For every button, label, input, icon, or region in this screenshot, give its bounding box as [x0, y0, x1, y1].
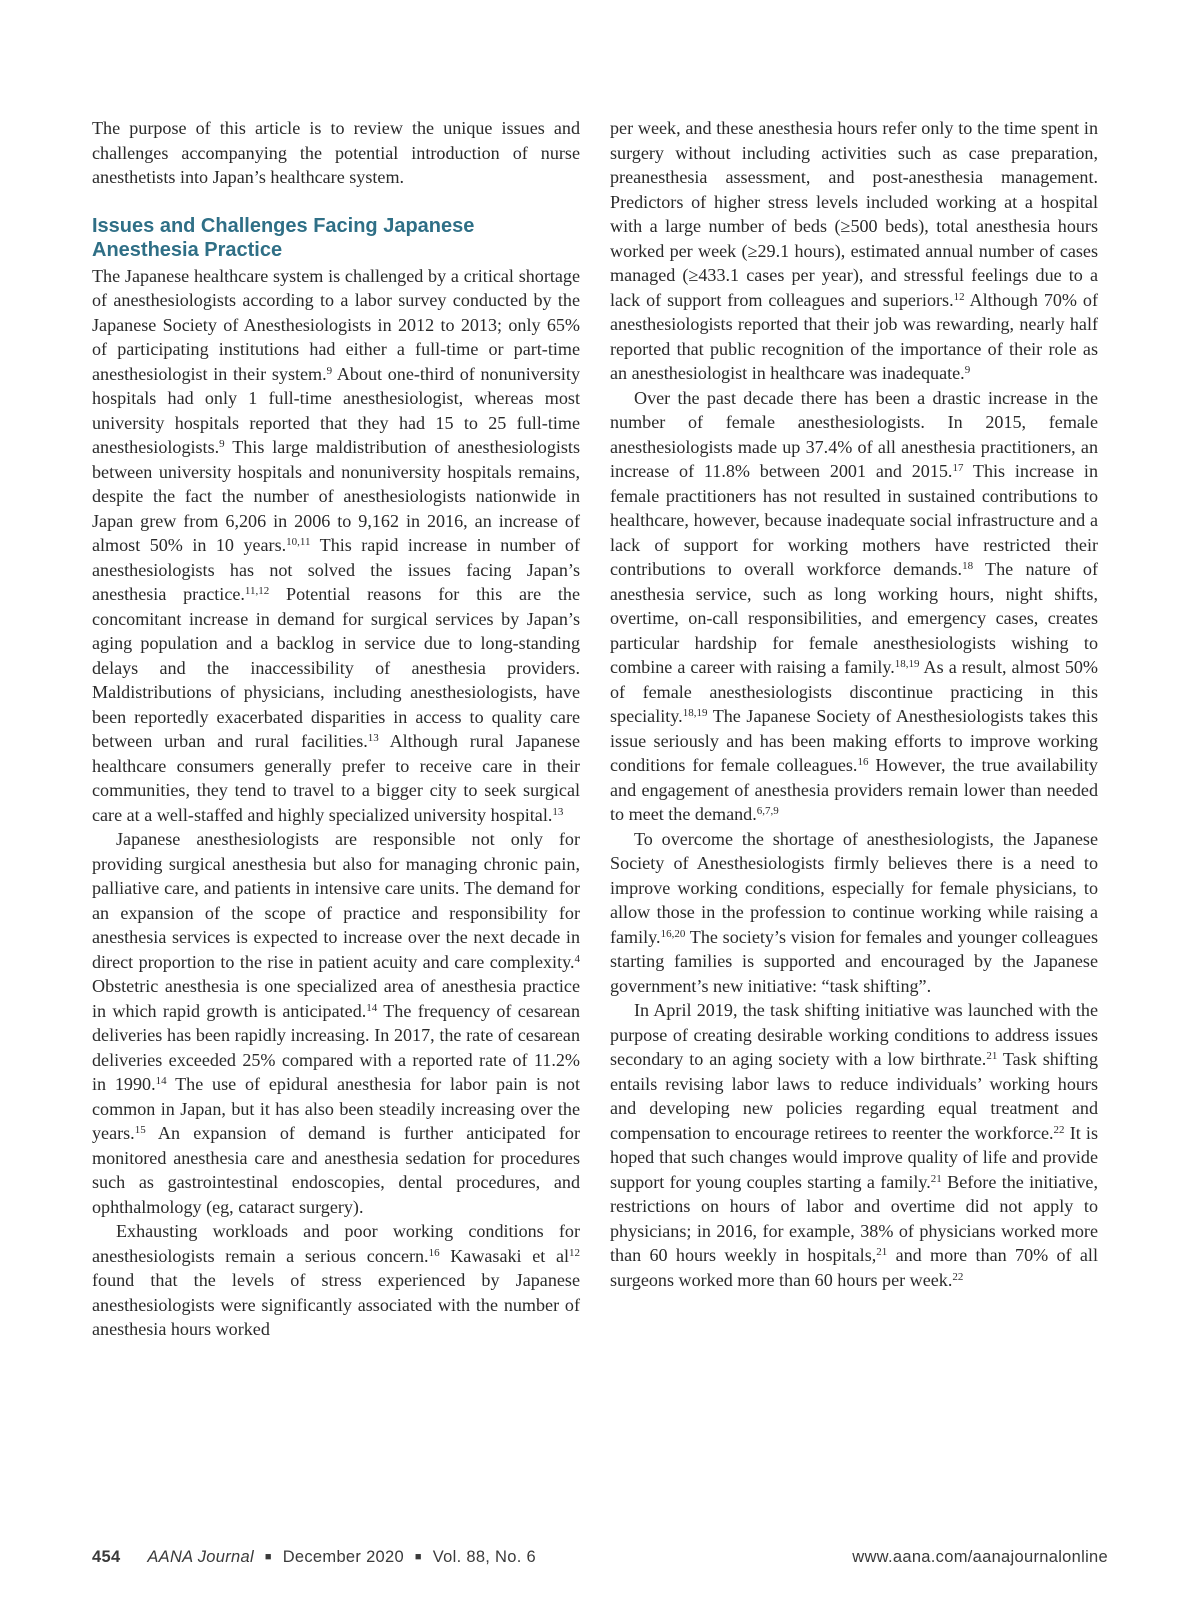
citation-ref: 12 [569, 1246, 581, 1259]
citation-ref: 11,12 [244, 585, 270, 597]
journal-url[interactable]: www.aana.com/aanajournalonline [852, 1548, 1108, 1566]
citation-ref: 12 [953, 290, 965, 303]
citation-ref: 22 [1053, 1123, 1065, 1136]
citation-ref: 16 [857, 756, 869, 768]
body-paragraph: The Japanese healthcare system is challenged by a critical shortage of anesthesiologists according to a labor survey conducted by the Japanese Society of Anesthesiologists in 2012 to 2013; only 65% of participating institutions had either a full-time or part-time anesthesiologist in their system.$^9$ About one-third of nonuniversity hospitals had only 1 full-time anesthesiologist, whereas most university hospitals reported that they had 15 to 25 full-time anesthesiologists.$^9$ This large maldistribution of anesthesiologists between university hospitals and nonuniversity hospitals remains, despite the fact the number of anesthesiologists nationwide in Japan grew from 6,206 in 2006 to 9,162 in 2016, an increase of almost 50% in 10 years.$^{10,11}$ This rapid increase in number of anesthesiologists has not solved the issues facing Japan’s anesthesia practice.$^{11,12}$ Potential reasons for this are the concomitant increase in demand for surgical services by Japan’s aging population and a backlog in service due to long-standing delays and the inaccessibility of anesthesia providers. Maldistributions of physicians, including anesthesiologists, have been reportedly exacerbated disparities in access to quality care between urban and rural facilities.$^{13}$ Although rural Japanese healthcare consumers generally prefer to receive care in their communities, they tend to travel to a bigger city to seek surgical care at a well-staffed and highly specialized university hospital.$^{13}$ [92, 265, 581, 825]
citation-ref: 9 [219, 438, 225, 450]
body-paragraph: Over the past decade there has been a drastic increase in the number of female anesthesiologists. In 2015, female anesthesiologists made up 37.4% of all anesthesia practitioners, an increase of 11.8% between 2001 and 2015.17 This increase in female practitioners has not resulted in sustained contributions to healthcare, however, because inadequate social infrastructure and a lack of support for working mothers have restricted their contributions to overall workforce demands.$^{18}$ The nature of anesthesia service, such as long working hours, night shifts, overtime, on-call responsibilities, and emergency cases, creates particular hardship for female anesthesiologists wishing to combine a career with raising a family.$^{18,19}$ As a result, almost 50% of female anesthesiologists discontinue practicing in this speciality.$^{18,19}$ The Japanese Society of Anesthesiologists takes this issue seriously and has been making efforts to improve working conditions for female colleagues.$^{16}$ However, the true availability and engagement of anesthesia providers remain lower than needed to meet the demand.$^{6,7,9}$ [610, 387, 1099, 824]
citation-ref: 22 [952, 1270, 964, 1283]
body-paragraph: Japanese anesthesiologists are responsible not only for providing surgical anesthesia but also for managing chronic pain, palliative care, and patients in intensive care units. The demand for an expansion of the scope of practice and responsibility for anesthesia services is expected to increase over the next decade in direct proportion to the rise in patient acuity and care complexity.$^4$ Obstetric anesthesia is one specialized area of anesthesia practice in which rapid growth is anticipated.$^{14}$ The frequency of cesarean deliveries has been rapidly increasing. In 2017, the rate of cesarean deliveries exceeded 25% compared with a reported rate of 11.2% in 1990.14 The use of epidural anesthesia for labor pain is not common in Japan, but it has also been steadily increasing over the years.$^{15}$ An expansion of demand is further anticipated for monitored anesthesia care and anesthesia sedation for procedures such as gastrointestinal endoscopies, dental procedures, and ophthalmology (eg, cataract surgery). [92, 829, 581, 1217]
citation-ref: 16,20 [660, 927, 686, 940]
body-paragraph: In April 2019, the task shifting initiative was launched with the purpose of creating desirable working conditions to address issues secondary to an aging society with a low birthrate.$^{21}$ Task shifting entails revising labor laws to reduce individuals’ working hours and developing new policies regarding equal treatment and compensation to encourage retirees to reenter the workforce.$^{22}$ It is hoped that such changes would improve quality of life and provide support for young couples starting a family.$^{21}$ Before the initiative, restrictions on hours of labor and overtime did not apply to physicians; in 2016, for example, 38% of physicians worked more than 60 hours weekly in hospitals,$^{21}$ and more than 70% of all surgeons worked more than 60 hours per week.$^{22}$ [610, 1000, 1098, 1290]
page-footer [92, 1548, 1108, 1572]
page-number: 454 [92, 1548, 121, 1566]
citation-ref: 13 [367, 732, 379, 744]
citation-ref: 13 [552, 805, 564, 818]
body-paragraph: per week, and these anesthesia hours refer only to the time spent in surgery without including activities such as case preparation, preanesthesia assessment, and post-anesthesia management. Predictors of higher stress levels included working at a hospital with a large number of beds (≥500 beds), total anesthesia hours worked per week (≥29.1 hours), estimated annual number of cases managed (≥433.1 cases per year), and stressful feelings due to a lack of support from colleagues and superiors.$^{12}$ Although 70% of anesthesiologists reported that their job was rewarding, nearly half reported that public recognition of the importance of their role as an anesthesiologist in healthcare was inadequate.$^9$ [610, 118, 1098, 383]
citation-ref: 6,7,9 [756, 805, 779, 817]
citation-ref: 18,19 [682, 707, 708, 719]
citation-ref: 16 [428, 1246, 440, 1259]
body-paragraph: Exhausting workloads and poor working conditions for anesthesiologists remain a serious concern.$^{16}$ Kawasaki et $al^{12}$ found that the levels of stress experienced by Japanese anesthesiologists were significantly associated with the number of anesthesia hours worked [92, 1221, 581, 1339]
intro-paragraph: The purpose of this article is to review the unique issues and challenges accompanying the potential introduction of nurse anesthetists into Japan’s healthcare system. [92, 118, 580, 187]
citation-ref: 4 [574, 952, 580, 965]
section-heading: Issues and Challenges Facing Japanese Anesthesia Practice [92, 214, 475, 261]
citation-ref: 18 [962, 560, 974, 572]
citation-ref: 15 [134, 1124, 146, 1136]
citation-ref: 18,19 [894, 658, 920, 670]
journal-name: AANA Journal [147, 1548, 254, 1566]
citation-ref: 21 [930, 1172, 942, 1185]
citation-ref: 10,11 [286, 536, 311, 548]
citation-ref: 9 [326, 364, 333, 377]
citation-ref: 21 [986, 1050, 998, 1062]
citation-ref: 9 [964, 364, 971, 376]
citation-ref: 14 [366, 1001, 378, 1014]
right-column [610, 116, 1098, 1292]
left-column [92, 116, 580, 1342]
separator-square: ■ [264, 1551, 272, 1563]
issue-date: December 2020 [282, 1548, 404, 1566]
body-paragraph: To overcome the shortage of anesthesiologists, the Japanese Society of Anesthesiologists firmly believes there is a need to improve working conditions, especially for female physicians, to allow those in the profession to continue working while raising a family.$^{16,20}$ The society’s vision for females and younger colleagues starting families is supported and encouraged by the Japanese government’s new initiative: “task shifting”. [610, 828, 1098, 996]
citation-ref: 14 [155, 1075, 167, 1087]
volume-issue: Vol. 88, No. 6 [432, 1548, 536, 1566]
citation-ref: 21 [876, 1246, 888, 1258]
separator-square: ■ [414, 1551, 422, 1563]
citation-ref: 17 [952, 462, 964, 474]
